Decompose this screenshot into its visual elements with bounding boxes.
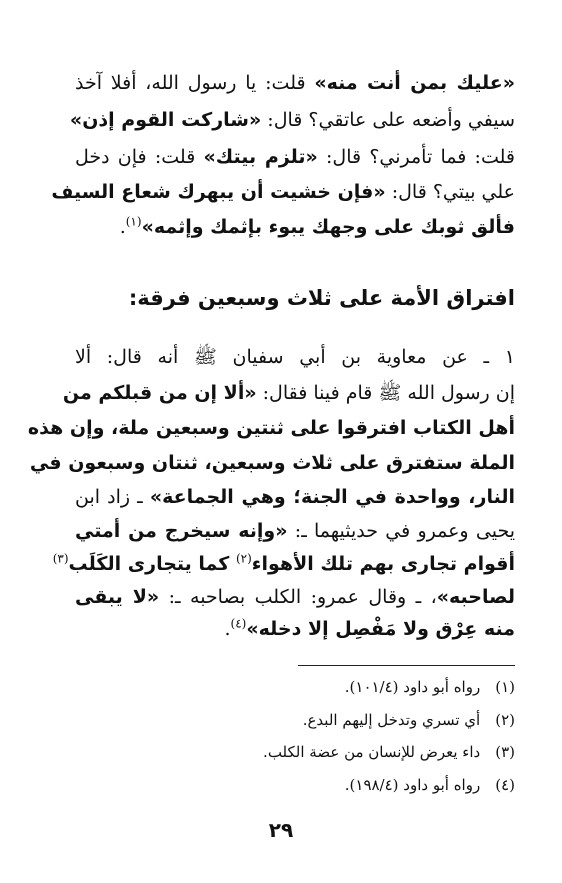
quote-text: «شاركت القوم إذن» <box>69 109 262 131</box>
text-line <box>75 614 515 644</box>
page-number: ٢٩ <box>268 818 294 842</box>
quote-text: أهل الكتاب افترقوا على ثنتين وسبعين ملة، وإن هذه <box>27 417 515 439</box>
quote-text: كما يتجارى الكَلَب <box>68 553 236 575</box>
footnote-number: (١) <box>495 678 515 696</box>
plain-text: قلت: يا رسول الله، أفلا آخذ <box>75 72 315 94</box>
text-line <box>51 177 515 207</box>
text-line <box>75 482 515 512</box>
text-line <box>75 142 515 172</box>
text-line <box>69 105 515 135</box>
plain-text: . <box>224 618 231 640</box>
footnote-text: رواه أبو داود (١٠١/٤). <box>344 678 481 696</box>
footnote-text: رواه أبو داود (١٩٨/٤). <box>344 776 481 794</box>
section-heading: افتراق الأمة على ثلاث وسبعين فرقة: <box>128 286 515 310</box>
text-line <box>29 448 515 478</box>
footnote-text: أي تسري وتدخل إليهم البدع. <box>302 711 481 729</box>
quote-text: «ألا إن من قبلكم من <box>62 382 257 404</box>
footnote <box>75 676 515 698</box>
quote-text: «عليك بمن أنت منه» <box>314 72 515 94</box>
quote-text: «تلزم بيتك» <box>203 146 318 168</box>
text-line <box>62 378 515 408</box>
text-line <box>75 212 515 242</box>
plain-text: . <box>119 216 126 238</box>
footnote-number: (٤) <box>495 776 515 794</box>
plain-text: إن رسول الله ﷺ قام فينا فقال: <box>256 382 515 404</box>
text-line <box>52 549 515 579</box>
plain-text: سيفي وأضعه على عاتقي؟ قال: <box>261 109 515 131</box>
footnote-ref[interactable]: (٣) <box>52 551 69 566</box>
plain-text: قلت: فإن دخل <box>75 146 204 168</box>
footnote <box>75 774 515 796</box>
footnote-ref[interactable]: (٤) <box>230 616 247 631</box>
plain-text: قلت: فما تأمرني؟ قال: <box>317 146 515 168</box>
text-line <box>27 413 515 443</box>
quote-text: «وإنه سيخرج من أمتي <box>75 520 288 542</box>
footnote-number: (٢) <box>495 711 515 729</box>
plain-text: ـ زاد ابن <box>75 486 150 508</box>
text-line <box>75 582 515 612</box>
quote-text: لصاحبه» <box>436 586 515 608</box>
text-line <box>75 68 515 98</box>
footnote-separator <box>298 665 515 666</box>
text-line <box>75 342 515 372</box>
footnote-number: (٣) <box>495 743 515 761</box>
quote-text: النار، وواحدة في الجنة؛ وهي الجماعة» <box>149 486 515 508</box>
footnote-text: داء يعرض للإنسان من عضة الكلب. <box>263 743 481 761</box>
footnote-ref[interactable]: (١) <box>125 214 142 229</box>
quote-text: فألق ثوبك على وجهك يبوء بإثمك وإثمه» <box>141 216 515 238</box>
footnote <box>75 709 515 731</box>
plain-text: علي بيتي؟ قال: <box>385 181 515 203</box>
quote-text: «لا يبقى <box>75 586 160 608</box>
text-line <box>75 516 515 546</box>
plain-text: يحيى وعمرو في حديثيهما ـ: <box>287 520 515 542</box>
quote-text: أقوام تجارى بهم تلك الأهواء <box>251 553 515 575</box>
footnote-ref[interactable]: (٢) <box>235 551 252 566</box>
footnote <box>75 741 515 763</box>
quote-text: «فإن خشيت أن يبهرك شعاع السيف <box>51 181 386 203</box>
plain-text: ، ـ وقال عمرو: الكلب بصاحبه ـ: <box>159 586 437 608</box>
quote-text: منه عِرْق ولا مَفْصِل إلا دخله» <box>246 618 515 640</box>
plain-text: ١ ـ عن معاوية بن أبي سفيان ﷺ أنه قال: ألا <box>75 346 515 368</box>
quote-text: الملة ستفترق على ثلاث وسبعين، ثنتان وسبعون في <box>29 452 515 474</box>
